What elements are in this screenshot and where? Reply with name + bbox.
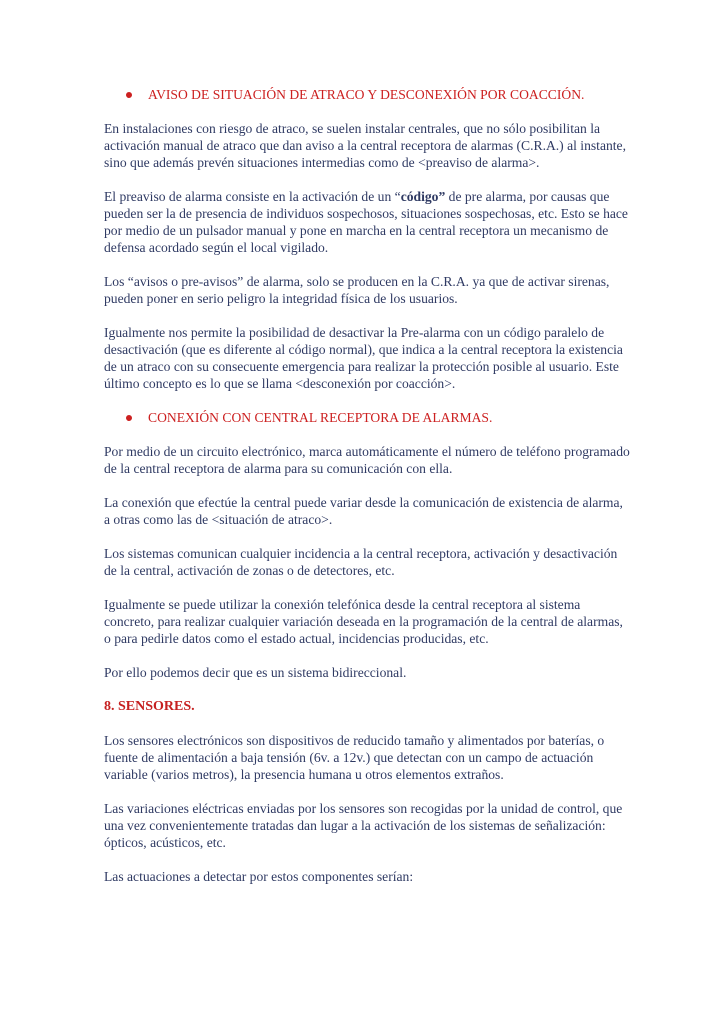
paragraph: Los sensores electrónicos son dispositivos de reducido tamaño y alimentados por baterías, o fuente de alimentación a baja tensión (6v. a 12v.) que detectan con un campo de actuación variable (varios metros), la presencia humana u otros elementos extraños.: [104, 733, 605, 782]
paragraph: Los “avisos o pre-avisos” de alarma, solo se producen en la C.R.A. ya que de activar sirenas, pueden poner en serio peligro la integridad física de los usuarios.: [104, 274, 610, 306]
document-page: [104, 86, 632, 885]
section-heading: 8. SENSORES.: [104, 699, 195, 714]
paragraph-text: El preaviso de alarma consiste en la activación de un “: [104, 189, 401, 204]
paragraph: Por ello podemos decir que es un sistema bidireccional.: [104, 665, 407, 680]
paragraph-text: de pre alarma, por causas que pueden ser la de presencia de individuos sospechosos, situaciones sospechosas, etc. Esto se hace por medio de un pulsador manual y pone en marcha en la central receptora un mecanismo de defensa acordado según el local vigilado.: [104, 189, 628, 255]
paragraph: Los sistemas comunican cualquier incidencia a la central receptora, activación y desactivación de la central, activación de zonas o de detectores, etc.: [104, 546, 618, 578]
paragraph: Igualmente se puede utilizar la conexión telefónica desde la central receptora al sistema concreto, para realizar cualquier variación deseada en la programación de la central de alarmas, o para pedirle datos como el estado actual, incidencias producidas, etc.: [104, 597, 623, 646]
bullet-dot-icon: [126, 92, 132, 98]
bullet-item-conexion: [104, 409, 632, 426]
paragraph: [104, 188, 632, 256]
paragraph: Las variaciones eléctricas enviadas por los sensores son recogidas por la unidad de control, que una vez convenientemente tratadas dan lugar a la activación de los sistemas de señalización: ópticos, acústicos, etc.: [104, 801, 623, 850]
bullet-dot-icon: [126, 415, 132, 421]
bullet-text: AVISO DE SITUACIÓN DE ATRACO Y DESCONEXIÓN POR COACCIÓN.: [148, 87, 585, 102]
bold-term: código”: [400, 189, 446, 204]
paragraph: Igualmente nos permite la posibilidad de desactivar la Pre-alarma con un código paralelo de desactivación (que es diferente al código normal), que indica a la central receptora la existencia de un atraco con su consecuente emergencia para realizar la protección posible al usuario. Este último concepto es lo que se llama <desconexión por coacción>.: [104, 325, 623, 391]
paragraph: La conexión que efectúe la central puede variar desde la comunicación de existencia de alarma, a otras como las de <situación de atraco>.: [104, 495, 623, 527]
paragraph: Por medio de un circuito electrónico, marca automáticamente el número de teléfono programado de la central receptora de alarma para su comunicación con ella.: [104, 444, 630, 476]
paragraph: Las actuaciones a detectar por estos componentes serían:: [104, 869, 414, 884]
bullet-text: CONEXIÓN CON CENTRAL RECEPTORA DE ALARMAS.: [148, 410, 493, 425]
bullet-item-atraco: [104, 86, 632, 103]
paragraph: En instalaciones con riesgo de atraco, se suelen instalar centrales, que no sólo posibilitan la activación manual de atraco que dan aviso a la central receptora de alarmas (C.R.A.) al instante, sino que además prevén situaciones intermedias como de <preaviso de alarma>.: [104, 121, 626, 170]
